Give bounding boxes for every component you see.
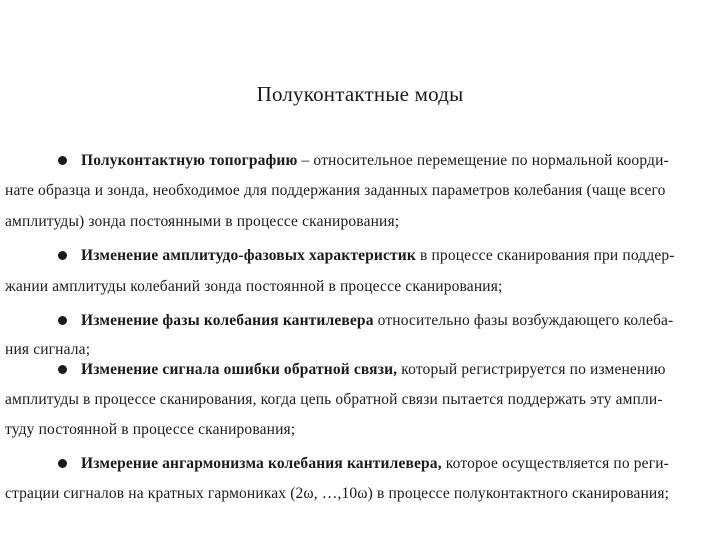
list-item-2-text: в процессе сканирования при поддер- xyxy=(415,247,675,264)
list-item-1-text: – относительное перемещение по нормальной коорди- xyxy=(297,152,669,169)
list-item-1-line-3: амплитуды) зонда постоянными в процессе сканирования; xyxy=(5,213,400,230)
list-item-5-term: Измерение ангармонизма колебания кантилевера, xyxy=(81,455,442,472)
slide-title: Полуконтактные моды xyxy=(256,82,464,106)
list-item-1-line-1 xyxy=(57,151,669,171)
list-item-2-line-1 xyxy=(57,246,675,266)
list-item-5-text: которое осуществляется по реги- xyxy=(441,455,669,472)
list-item-3-line-2: ния сигнала; xyxy=(5,341,91,358)
list-item-4-term: Изменение сигнала ошибки обратной связи, xyxy=(81,361,398,378)
list-item-5-line-1 xyxy=(57,454,669,474)
list-item-4-line-2: амплитуды в процессе сканирования, когда цепь обратной связи пытается поддержать эту ампли- xyxy=(5,391,663,408)
list-item-5-line-2: страции сигналов на кратных гармониках (2ω, …,10ω) в процессе полуконтактного сканирования; xyxy=(5,485,670,502)
list-item-3-line-1 xyxy=(57,311,673,331)
list-item-3-term: Изменение фазы колебания кантилевера xyxy=(81,312,374,329)
list-item-4-line-3: туду постоянной в процессе сканирования; xyxy=(5,421,296,438)
list-item-4-text: который регистрируется по изменению xyxy=(397,361,666,378)
list-item-2-line-2: жании амплитуды колебаний зонда постоянной в процессе сканирования; xyxy=(5,278,503,295)
list-item-3-text: относительно фазы возбуждающего колеба- xyxy=(373,312,674,329)
list-item-1-line-2: нате образца и зонда, необходимое для поддержания заданных параметров колебания (чаще всего xyxy=(5,182,666,199)
list-item-1-term: Полуконтактную топографию xyxy=(81,152,298,169)
list-item-2-term: Изменение амплитудо-фазовых характеристик xyxy=(81,247,416,264)
list-item-4-line-1 xyxy=(57,360,666,380)
